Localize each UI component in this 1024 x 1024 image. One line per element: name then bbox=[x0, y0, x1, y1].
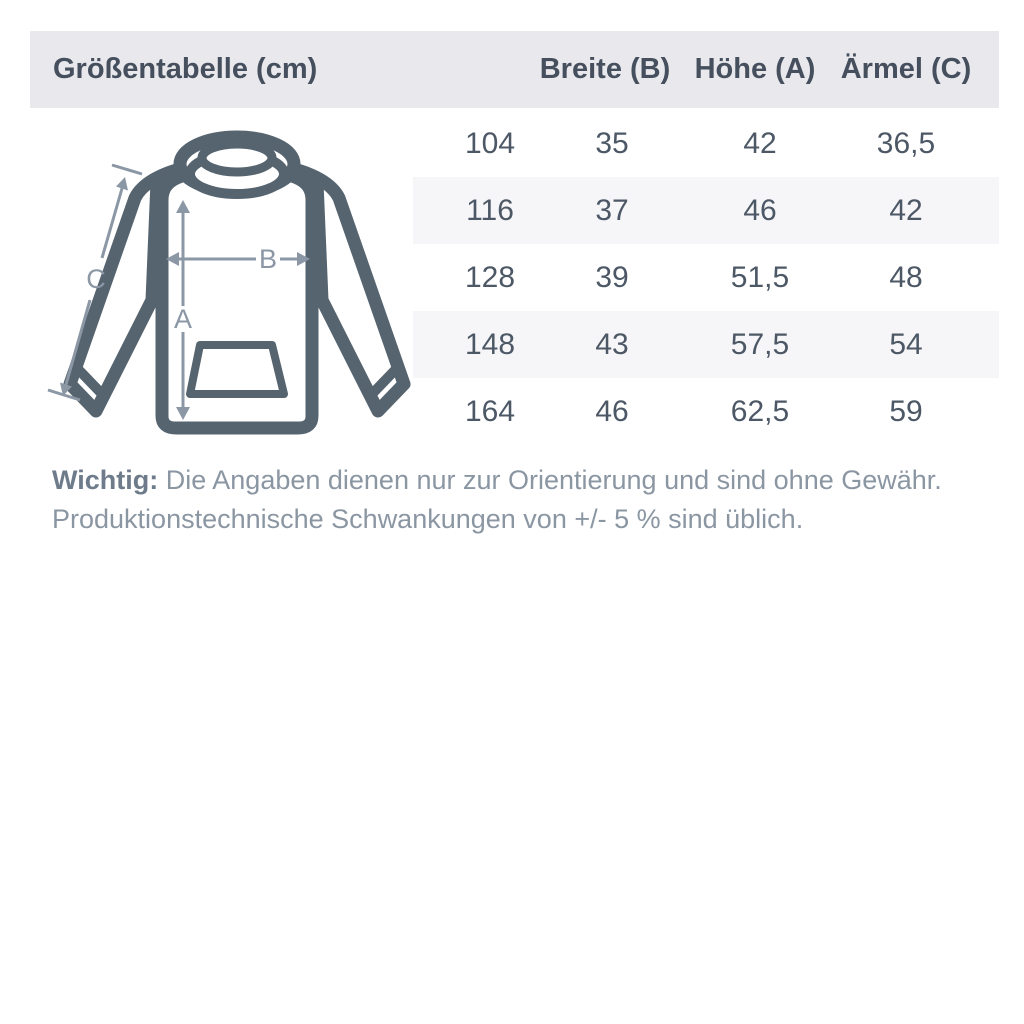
cell-size: 116 bbox=[466, 193, 514, 227]
cell-hoehe: 46 bbox=[743, 193, 777, 227]
column-header-hoehe: Höhe (A) bbox=[694, 53, 816, 85]
measure-c-tick-top bbox=[112, 165, 142, 174]
cell-size: 104 bbox=[464, 126, 516, 160]
cell-size: 128 bbox=[464, 260, 516, 294]
table-title: Größentabelle (cm) bbox=[53, 53, 318, 85]
measure-label-a: A bbox=[173, 304, 193, 334]
table-row bbox=[413, 311, 999, 378]
disclaimer-line-2 bbox=[52, 500, 982, 539]
table-row bbox=[413, 110, 999, 177]
size-table-body bbox=[413, 110, 999, 445]
table-row bbox=[413, 378, 999, 445]
table-row bbox=[413, 244, 999, 311]
column-header-breite: Breite (B) bbox=[539, 53, 671, 85]
hoodie-hood-inner bbox=[202, 144, 272, 172]
cell-hoehe: 51,5 bbox=[730, 260, 790, 294]
table-row bbox=[413, 177, 999, 244]
cell-aermel: 36,5 bbox=[876, 126, 936, 160]
arrowhead-c-top bbox=[116, 177, 128, 191]
cell-aermel: 59 bbox=[889, 394, 923, 428]
cell-size: 148 bbox=[464, 327, 516, 361]
cell-breite: 37 bbox=[595, 193, 629, 227]
column-header-aermel: Ärmel (C) bbox=[840, 53, 972, 85]
measure-label-b: B bbox=[258, 244, 278, 274]
hoodie-icon bbox=[40, 120, 450, 450]
cell-hoehe: 42 bbox=[743, 126, 777, 160]
table-header-bar bbox=[30, 31, 999, 108]
cell-aermel: 42 bbox=[889, 193, 923, 227]
disclaimer-text-1: Die Angaben dienen nur zur Orientierung und sind ohne Gewähr. bbox=[165, 465, 942, 495]
cell-hoehe: 57,5 bbox=[730, 327, 790, 361]
hoodie-pocket bbox=[190, 345, 284, 394]
disclaimer-note bbox=[52, 461, 982, 539]
cell-hoehe: 62,5 bbox=[730, 394, 790, 428]
hoodie-measurement-diagram bbox=[40, 120, 450, 450]
cell-aermel: 48 bbox=[889, 260, 923, 294]
disclaimer-text-2: Produktionstechnische Schwankungen von +/- 5 % sind üblich. bbox=[52, 504, 804, 534]
disclaimer-label: Wichtig: bbox=[52, 465, 159, 495]
cell-breite: 39 bbox=[595, 260, 629, 294]
disclaimer-line-1 bbox=[52, 461, 982, 500]
cell-breite: 35 bbox=[595, 126, 629, 160]
cell-breite: 43 bbox=[595, 327, 629, 361]
measure-label-c: C bbox=[86, 264, 106, 294]
cell-breite: 46 bbox=[595, 394, 629, 428]
cell-aermel: 54 bbox=[889, 327, 923, 361]
cell-size: 164 bbox=[464, 394, 516, 428]
